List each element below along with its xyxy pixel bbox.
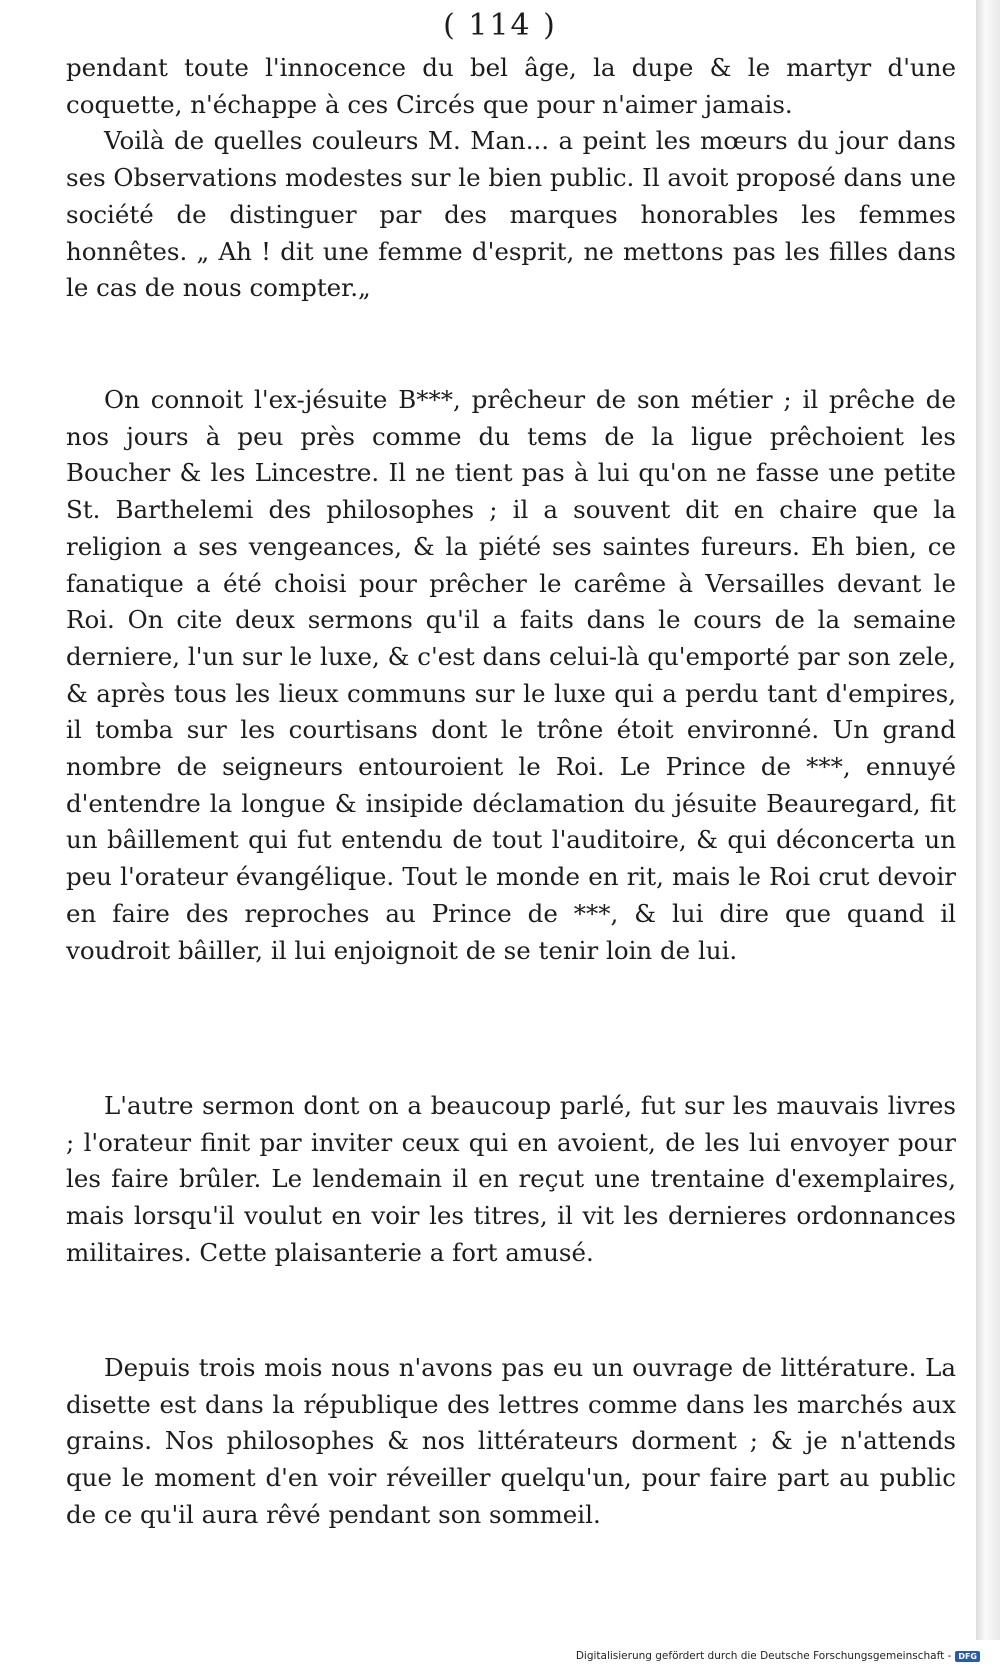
credit-text: Digitalisierung gefördert durch die Deutsche Forschungsgemeinschaft - <box>575 1650 952 1662</box>
paragraph: Voilà de quelles couleurs M. Man... a peint les mœurs du jour dans ses Observations modestes sur le bien public. Il avoit proposé dans une société de distinguer par des marques honorables les femmes honnêtes. „ Ah ! dit une femme d'esprit, ne mettons pas les filles dans le cas de nous compter.„ <box>66 126 957 303</box>
text-block-sermon-story <box>66 382 956 969</box>
paragraph: L'autre sermon dont on a beaucoup parlé, fut sur les mauvais livres ; l'orateur finit par inviter ceux qui en avoient, de les lui envoyer pour les faire brûler. Le lendemain il en reçut une trentaine d'exemplaires, mais lorsqu'il voulut en voir les titres, il vit les dernieres ordonnances militaires. Cette plaisanterie a fort amusé. <box>66 1091 956 1267</box>
digitization-credit <box>576 1650 980 1662</box>
text-block-continuation <box>66 50 956 307</box>
paragraph: pendant toute l'innocence du bel âge, la dupe & le martyr d'une coquette, n'échappe à ces Circés que pour n'aimer jamais. <box>66 53 956 119</box>
dfg-logo-icon: DFG <box>955 1651 980 1662</box>
paragraph: On connoit l'ex-jésuite B***, prêcheur de son métier ; il prêche de nos jours à peu près comme du tems de la ligue prêchoient les Boucher & les Lincestre. Il ne tient pas à lui qu'on ne fasse une petite St. Barthelemi des philosophes ; il a souvent dit en chaire que la religion a ses vengeances, & la piété ses saintes fureurs. Eh bien, ce fanatique a été choisi pour prêcher le carême à Versailles devant le Roi. On cite deux sermons qu'il a faits dans le cours de la semaine derniere, l'un sur le luxe, & c'est dans celui-là qu'emporté par son zele, & après tous les lieux communs sur le luxe qui a perdu tant d'empires, il tomba sur les courtisans dont le trône étoit environné. Un grand nombre de seigneurs entouroient le Roi. Le Prince de ***, ennuyé d'entendre la longue & insipide déclamation du jésuite Beauregard, fit un bâillement qui fut entendu de tout l'auditoire, & qui déconcerta un peu l'orateur évangélique. Tout le monde en rit, mais le Roi crut devoir en faire des reproches au Prince de ***, & lui dire que quand il voudroit bâiller, il lui enjoignoit de se tenir loin de lui. <box>66 385 956 965</box>
scan-page-edge <box>976 0 1000 1640</box>
text-block-literature <box>66 1350 956 1534</box>
text-block-second-sermon <box>66 1088 956 1272</box>
page-number: ( 114 ) <box>443 8 557 43</box>
paragraph: Depuis trois mois nous n'avons pas eu un ouvrage de littérature. La disette est dans la république des lettres comme dans les marchés aux grains. Nos philosophes & nos littérateurs dorment ; & je n'attends que le moment d'en voir réveiller quelqu'un, pour faire part au public de ce qu'il aura rêvé pendant son sommeil. <box>66 1353 956 1529</box>
